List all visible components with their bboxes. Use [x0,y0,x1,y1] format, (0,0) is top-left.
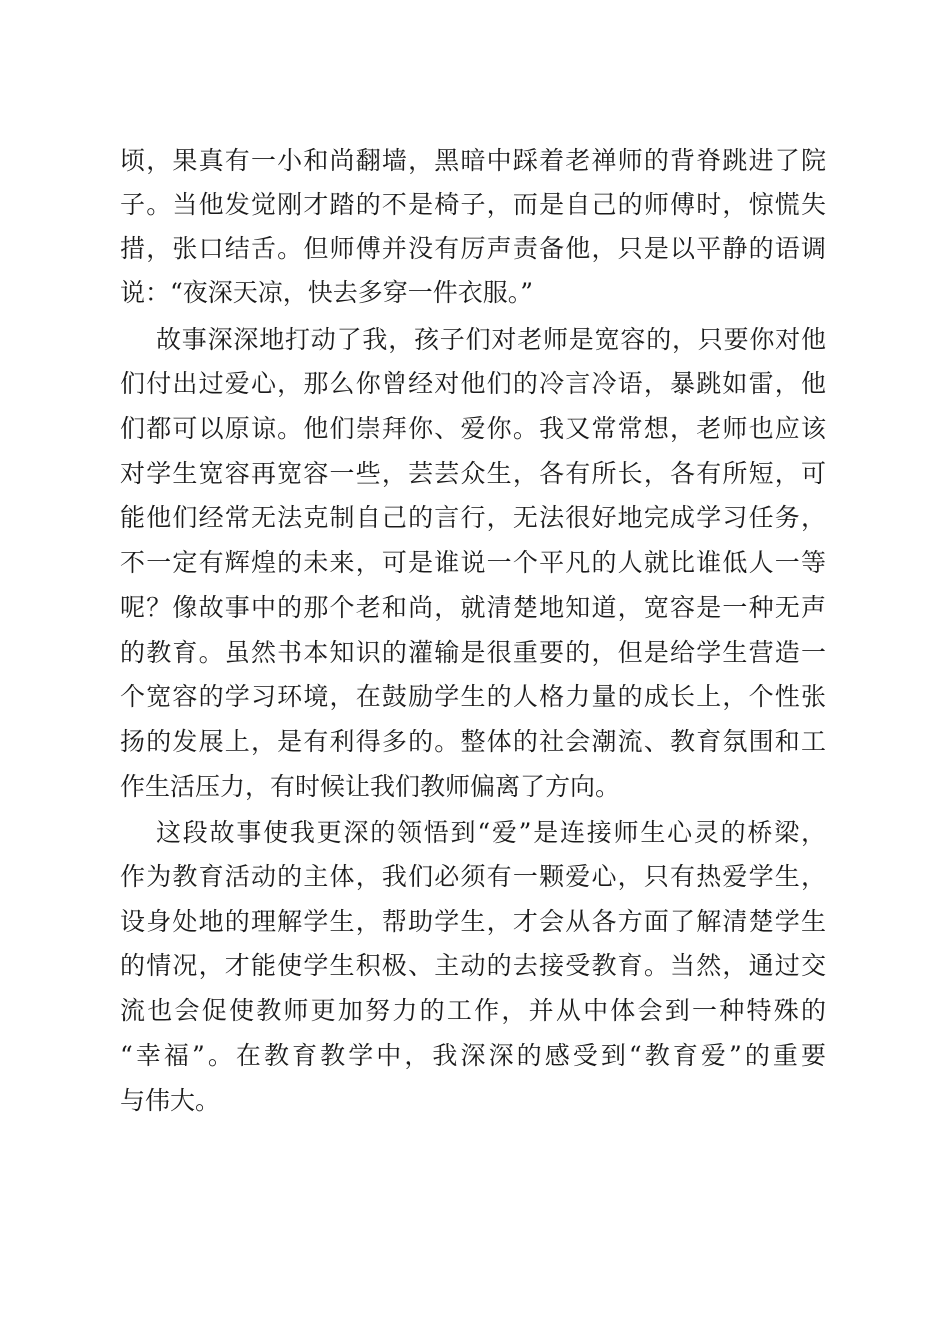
text-line: 不一定有辉煌的未来，可是谁说一个平凡的人就比谁低人一等 [120,548,826,577]
text-line: 顷，果真有一小和尚翻墙，黑暗中踩着老禅师的背脊跳进了院 [120,146,826,175]
text-line: 与伟大。 [120,1086,221,1115]
text-line: 的情况，才能使学生积极、主动的去接受教育。当然，通过交 [120,951,826,980]
text-line: 们付出过爱心，那么你曾经对他们的冷言冷语，暴跳如雷，他 [120,369,826,398]
text-line: 设身处地的理解学生，帮助学生，才会从各方面了解清楚学生 [120,907,826,936]
text-line: 对学生宽容再宽容一些，芸芸众生，各有所长，各有所短，可 [120,459,826,488]
text-line: 的教育。虽然书本知识的灌输是很重要的，但是给学生营造一 [120,638,826,667]
text-line: 呢？像故事中的那个老和尚，就清楚地知道，宽容是一种无声 [120,593,826,622]
text-line: 能他们经常无法克制自己的言行，无法很好地完成学习任务， [120,503,826,532]
text-line: 个宽容的学习环境，在鼓励学生的人格力量的成长上，个性张 [120,682,826,711]
text-line: 措，张口结舌。但师傅并没有厉声责备他，只是以平静的语调 [120,234,826,263]
text-line: 作生活压力，有时候让我们教师偏离了方向。 [120,772,621,801]
paragraph-first-line: 故事深深地打动了我，孩子们对老师是宽容的，只要你对他 [156,325,826,354]
paragraph-first-line: 这段故事使我更深的领悟到“爱”是连接师生心灵的桥梁， [156,818,826,847]
text-line: 作为教育活动的主体，我们必须有一颗爱心，只有热爱学生， [120,862,826,891]
text-line: 流也会促使教师更加努力的工作，并从中体会到一种特殊的 [120,996,826,1025]
text-line: 说：“夜深天凉，快去多穿一件衣服。” [120,278,534,307]
text-line: 扬的发展上，是有利得多的。整体的社会潮流、教育氛围和工 [120,727,826,756]
text-line: “幸福”。在教育教学中，我深深的感受到“教育爱”的重要 [120,1041,826,1070]
text-line: 子。当他发觉刚才踏的不是椅子，而是自己的师傅时，惊慌失 [120,190,826,219]
text-line: 们都可以原谅。他们崇拜你、爱你。我又常常想，老师也应该 [120,414,826,443]
